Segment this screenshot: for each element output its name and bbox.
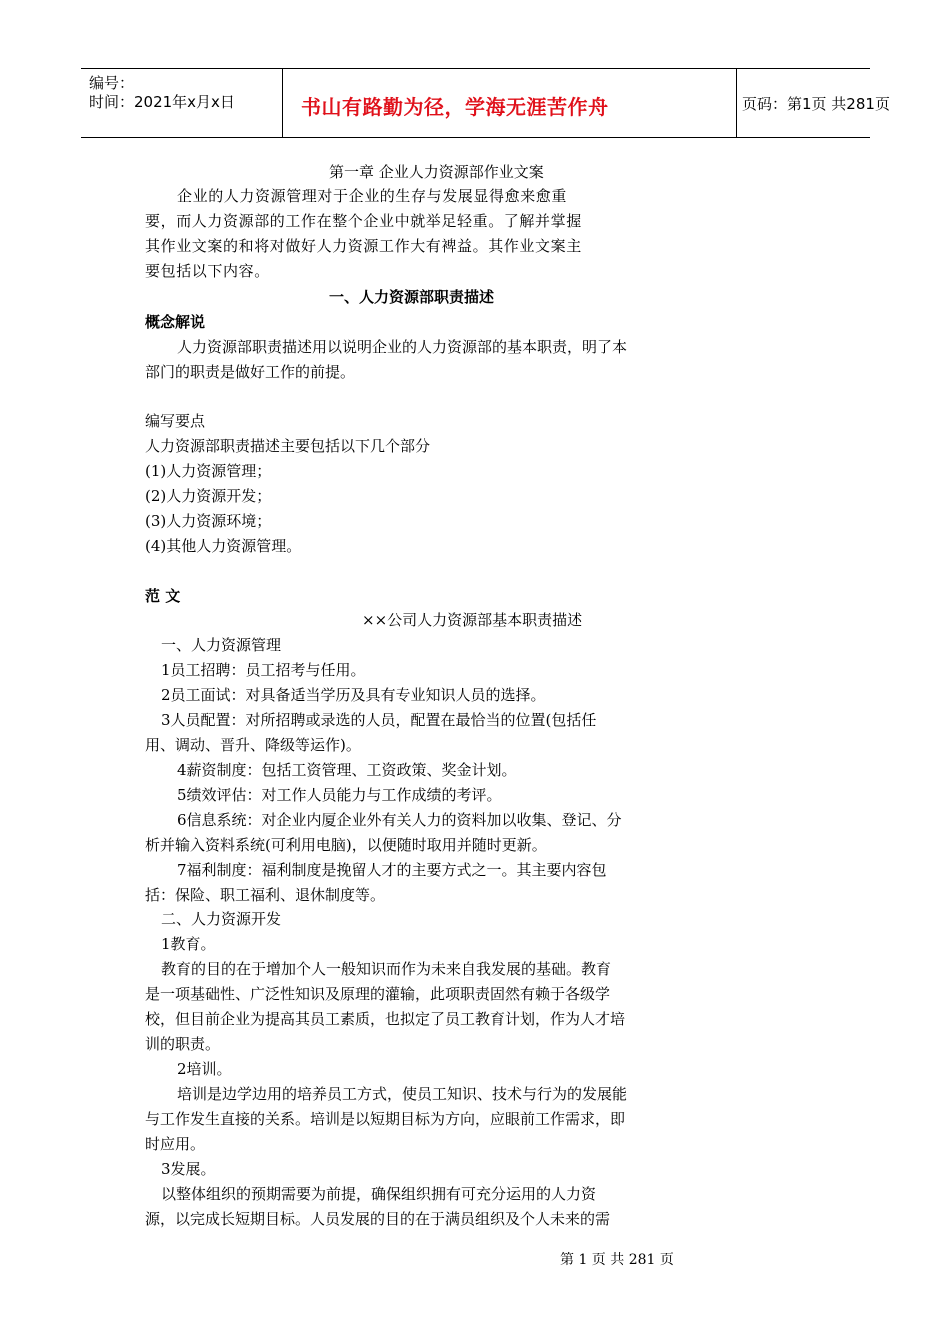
concept-line-2: 部门的职责是做好工作的前提。 — [145, 363, 356, 381]
page-footer: 第 1 页 共 281 页 — [560, 1252, 674, 1268]
section-1-title: 一、人力资源部职责描述 — [329, 288, 495, 306]
points-intro: 人力资源部职责描述主要包括以下几个部分 — [145, 437, 431, 455]
document-number-label: 编号： — [89, 74, 135, 92]
s1-item-6b: 析并输入资料系统(可利用电脑)，以便随时取用并随时更新。 — [145, 836, 547, 854]
s1-item-2: 2员工面试：对具备适当学历及具有专业知识人员的选择。 — [161, 686, 546, 704]
intro-line-2: 要，而人力资源部的工作在整个企业中就举足轻重。了解并掌握 — [145, 212, 582, 230]
s2-education-line-1: 教育的目的在于增加个人一般知识而作为未来自我发展的基础。教育 — [161, 960, 612, 978]
point-item-2: (2)人力资源开发； — [145, 487, 272, 505]
s1-item-7b: 括：保险、职工福利、退休制度等。 — [145, 886, 386, 904]
chapter-title: 第一章 企业人力资源部作业文案 — [329, 163, 544, 181]
s2-training-title: 2培训。 — [177, 1060, 232, 1078]
s2-education-line-4: 训的职责。 — [145, 1035, 221, 1053]
concept-line-1: 人力资源部职责描述用以说明企业的人力资源部的基本职责，明了本 — [177, 338, 628, 356]
s2-development-line-2: 源，以完成长短期目标。人员发展的目的在于满员组织及个人未来的需 — [145, 1210, 611, 1228]
s2-training-line-2: 与工作发生直接的关系。培训是以短期目标为方向，应眼前工作需求，即 — [145, 1110, 626, 1128]
header-info-cell — [81, 69, 282, 137]
sample-title: ××公司人力资源部基本职责描述 — [362, 611, 583, 629]
s1-item-7a: 7福利制度：福利制度是挽留人才的主要方式之一。其主要内容包 — [177, 861, 607, 879]
points-heading: 编写要点 — [145, 412, 206, 430]
header-motto: 书山有路勤为径，学海无涯苦作舟 — [301, 95, 609, 119]
s2-education-line-3: 校，但目前企业为提高其员工素质，也拟定了员工教育计划，作为人才培 — [145, 1010, 626, 1028]
s1-item-1: 1员工招聘：员工招考与任用。 — [161, 661, 366, 679]
header-page-code: 页码：第1页 共281页 — [742, 95, 890, 113]
s1-item-4: 4薪资制度：包括工资管理、工资政策、奖金计划。 — [177, 761, 517, 779]
s1-item-6a: 6信息系统：对企业内厦企业外有关人力的资料加以收集、登记、分 — [177, 811, 622, 829]
s1-item-5: 5绩效评估：对工作人员能力与工作成绩的考评。 — [177, 786, 502, 804]
s2-training-line-1: 培训是边学边用的培养员工方式，使员工知识、技术与行为的发展能 — [177, 1085, 628, 1103]
concept-heading: 概念解说 — [145, 313, 206, 331]
intro-line-4: 要包括以下内容。 — [145, 262, 270, 280]
point-item-3: (3)人力资源环境； — [145, 512, 272, 530]
document-time-label: 时间：2021年x月x日 — [89, 93, 235, 111]
s2-development-line-1: 以整体组织的预期需要为前提，确保组织拥有可充分运用的人力资 — [161, 1185, 597, 1203]
header-motto-cell — [282, 69, 737, 137]
s1-item-3a: 3人员配置：对所招聘或录选的人员，配置在最恰当的位置(包括任 — [161, 711, 597, 729]
point-item-1: (1)人力资源管理； — [145, 462, 272, 480]
s2-heading: 二、人力资源开发 — [161, 910, 282, 928]
header-page-cell — [736, 69, 890, 137]
s2-education-line-2: 是一项基础性、广泛性知识及原理的灌输，此项职责固然有赖于各级学 — [145, 985, 611, 1003]
s2-training-line-3: 时应用。 — [145, 1135, 206, 1153]
s1-heading: 一、人力资源管理 — [161, 636, 282, 654]
point-item-4: (4)其他人力资源管理。 — [145, 537, 302, 555]
s1-item-3b: 用、调动、晋升、降级等运作)。 — [145, 736, 361, 754]
intro-line-1: 企业的人力资源管理对于企业的生存与发展显得愈来愈重 — [177, 187, 568, 205]
intro-line-3: 其作业文案的和将对做好人力资源工作大有裨益。其作业文案主 — [145, 237, 582, 255]
s2-education-title: 1教育。 — [161, 935, 216, 953]
page-header — [81, 68, 890, 138]
sample-heading: 范 文 — [145, 587, 181, 605]
s2-development-title: 3发展。 — [161, 1160, 216, 1178]
